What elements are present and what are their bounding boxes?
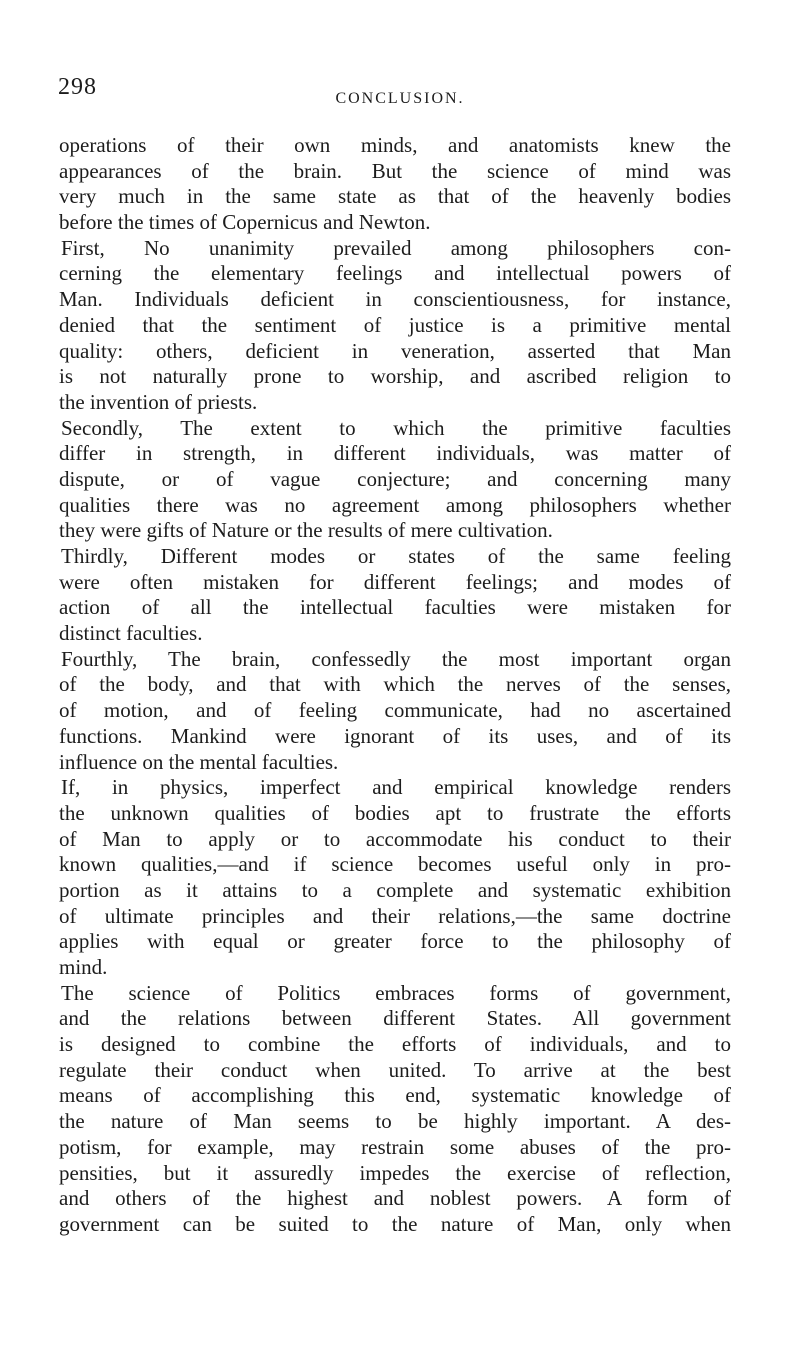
- text-line: applies with equal or greater force to the philosophy of: [59, 929, 731, 954]
- text-line: functions. Mankind were ignorant of its uses, and of its: [59, 723, 731, 748]
- text-line: influence on the mental faculties.: [59, 749, 339, 774]
- text-line: is designed to combine the efforts of individuals, and to: [59, 1032, 731, 1057]
- text-line: of the body, and that with which the nerves of the senses,: [59, 672, 731, 697]
- text-line: Man. Individuals deficient in conscientiousness, for instance,: [59, 287, 731, 312]
- text-line: The science of Politics embraces forms of government,: [61, 980, 731, 1005]
- text-line: before the times of Copernicus and Newton.: [59, 210, 431, 235]
- text-line: portion as it attains to a complete and systematic exhibition: [59, 877, 731, 902]
- text-line: the nature of Man seems to be highly important. A des-: [59, 1109, 731, 1134]
- text-line: pensities, but it assuredly impedes the exercise of reflection,: [59, 1160, 731, 1185]
- text-line: Thirdly, Different modes or states of the same feeling: [61, 544, 731, 568]
- text-line: appearances of the brain. But the science of mind was: [59, 158, 731, 183]
- text-line: denied that the sentiment of justice is a primitive mental: [59, 312, 731, 337]
- text-line: government can be suited to the nature of Man, only when: [59, 1211, 731, 1236]
- text-line: action of all the intellectual faculties were mistaken for: [59, 595, 731, 620]
- text-line: If, in physics, imperfect and empirical knowledge renders: [61, 775, 731, 800]
- text-line: cerning the elementary feelings and intellectual powers of: [59, 261, 731, 286]
- text-line: is not naturally prone to worship, and ascribed religion to: [59, 364, 731, 389]
- text-line: known qualities,—and if science becomes useful only in pro-: [59, 852, 731, 877]
- text-line: means of accomplishing this end, systematic knowledge of: [59, 1083, 731, 1108]
- text-line: quality: others, deficient in veneration, asserted that Man: [59, 338, 731, 363]
- text-line: mind.: [59, 955, 108, 979]
- text-line: differ in strength, in different individuals, was matter of: [59, 441, 731, 466]
- text-line: distinct faculties.: [59, 621, 203, 646]
- running-head: CONCLUSION.: [335, 90, 465, 107]
- text-line: and others of the highest and noblest powers. A form of: [59, 1186, 731, 1211]
- text-line: Fourthly, The brain, confessedly the most important organ: [61, 646, 731, 671]
- text-line: Secondly, The extent to which the primitive faculties: [61, 415, 731, 440]
- text-line: operations of their own minds, and anatomists knew the: [59, 133, 731, 157]
- text-line: regulate their conduct when united. To arrive at the best: [59, 1057, 731, 1082]
- text-line: dispute, or of vague conjecture; and concerning many: [59, 466, 731, 491]
- text-line: very much in the same state as that of the heavenly bodies: [59, 184, 731, 209]
- text-line: First, No unanimity prevailed among philosophers con-: [61, 235, 731, 260]
- text-line: qualities there was no agreement among philosophers whether: [59, 492, 731, 517]
- text-line: were often mistaken for different feelings; and modes of: [59, 569, 731, 594]
- text-line: the invention of priests.: [59, 389, 258, 414]
- page-number: 298: [58, 74, 97, 100]
- text-line: and the relations between different States. All government: [59, 1006, 731, 1031]
- text-line: the unknown qualities of bodies apt to frustrate the efforts: [59, 800, 731, 825]
- body-text: [59, 133, 731, 1238]
- text-line: of ultimate principles and their relations,—the same doctrine: [59, 903, 731, 928]
- text-line: of motion, and of feeling communicate, had no ascertained: [59, 698, 731, 723]
- text-line: potism, for example, may restrain some abuses of the pro-: [59, 1134, 731, 1159]
- text-line: they were gifts of Nature or the results of mere cultivation.: [59, 518, 553, 543]
- text-line: of Man to apply or to accommodate his conduct to their: [59, 826, 731, 851]
